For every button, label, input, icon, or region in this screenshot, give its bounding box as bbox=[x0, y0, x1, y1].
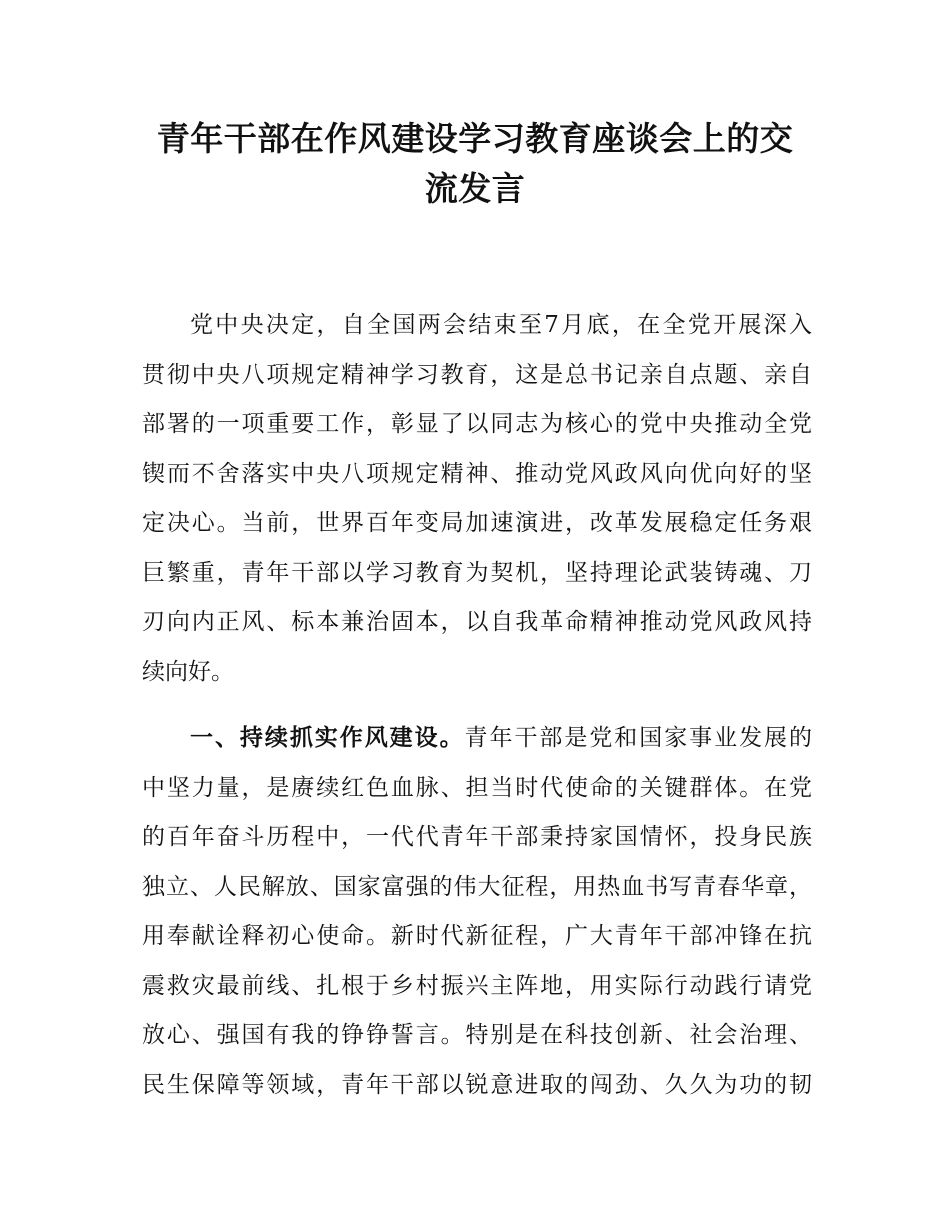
paragraph-line: 震救灾最前线、扎根于乡村振兴主阵地，用实际行动践行请党 bbox=[142, 972, 812, 999]
paragraph-line: 续向好。 bbox=[142, 658, 234, 685]
paragraph-line: 部署的一项重要工作，彰显了以同志为核心的党中央推动全党 bbox=[142, 411, 812, 437]
paragraph-line: 刃向内正风、标本兼治固本，以自我革命精神推动党风政风持 bbox=[142, 609, 812, 635]
paragraph-line: 中坚力量，是赓续红色血脉、担当时代使命的关键群体。在党 bbox=[142, 774, 812, 801]
paragraph-line: 锲而不舍落实中央八项规定精神、推动党风政风向优向好的坚 bbox=[142, 460, 812, 487]
paragraph-line: 党中央决定，自全国两会结束至7月底，在全党开展深入 bbox=[190, 312, 812, 338]
paragraph-line: 巨繁重，青年干部以学习教育为契机，坚持理论武装铸魂、刀 bbox=[142, 559, 812, 586]
paragraph-line: 用奉献诠释初心使命。新时代新征程，广大青年干部冲锋在抗 bbox=[142, 923, 812, 949]
paragraph-section-one bbox=[142, 714, 812, 1110]
paragraph-line: 的百年奋斗历程中，一代代青年干部秉持家国情怀，投身民族 bbox=[142, 824, 812, 850]
document-title bbox=[120, 114, 830, 214]
title-line-1: 青年干部在作风建设学习教育座谈会上的交 bbox=[156, 119, 794, 158]
title-line-2: 流发言 bbox=[424, 169, 526, 208]
paragraph-line: 民生保障等领域，青年干部以锐意进取的闯劲、久久为功的韧 bbox=[142, 1071, 812, 1098]
paragraph-line: 定决心。当前，世界百年变局加速演进，改革发展稳定任务艰 bbox=[142, 510, 812, 536]
paragraph-line: 放心、强国有我的铮铮誓言。特别是在科技创新、社会治理、 bbox=[142, 1022, 812, 1048]
section-heading: 一、持续抓实作风建设。 bbox=[190, 725, 465, 751]
paragraph-line: 贯彻中央八项规定精神学习教育，这是总书记亲自点题、亲自 bbox=[142, 361, 812, 388]
paragraph-line: 独立、人民解放、国家富强的伟大征程，用热血书写青春华章， bbox=[142, 873, 812, 900]
paragraph-intro bbox=[142, 301, 812, 697]
paragraph-line-rest: 青年干部是党和国家事业发展的 bbox=[464, 725, 813, 751]
paragraph-first-line bbox=[142, 714, 812, 764]
